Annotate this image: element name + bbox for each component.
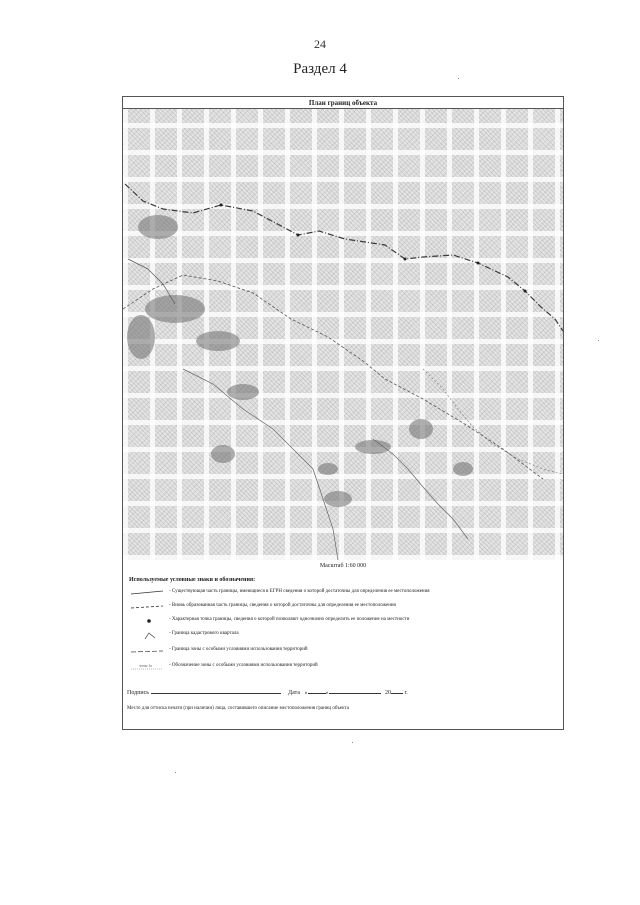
- stamp-note: Место для оттиска печати (при наличии) лица, составившего описание местоположения границ объекта: [127, 706, 349, 711]
- legend-item-text: - Характерная точка границы, сведения о которой позволяют однозначно определить ее положение на местности: [169, 617, 410, 622]
- legend-item-cadastral-quarter: [129, 630, 559, 640]
- plan-title: План границ объекта: [123, 97, 563, 109]
- zone-label: зоны 1к: [139, 663, 153, 668]
- legend-item-text: - Обозначение зоны с особыми условиями использования территорий: [169, 663, 318, 668]
- map-lines: [123, 109, 563, 560]
- year-suffix: г.: [404, 690, 408, 696]
- boundary-map: [123, 109, 563, 560]
- year-blank[interactable]: [391, 687, 403, 694]
- scan-speck: [352, 742, 353, 743]
- terrain-clusters: [127, 215, 473, 507]
- month-blank[interactable]: [329, 687, 381, 694]
- boundary-points: [220, 204, 527, 293]
- plan-sheet: [122, 96, 564, 730]
- date-close-quote: »: [325, 690, 329, 696]
- point-symbol: [129, 616, 165, 626]
- legend-item-zone-label: [129, 662, 559, 672]
- legend-item-text: - Граница кадастрового квартала: [169, 631, 239, 636]
- dash-line-symbol: [129, 602, 165, 612]
- solid-line-symbol: [129, 588, 165, 598]
- year-prefix: 20: [385, 690, 392, 696]
- scan-speck: [598, 340, 599, 341]
- page-number: 24: [314, 37, 326, 51]
- date-label: Дата: [288, 690, 301, 696]
- corner-line-symbol: [129, 630, 165, 640]
- scan-speck: [175, 772, 176, 773]
- signature-label: Подпись: [127, 690, 150, 696]
- date-open-quote: «: [304, 690, 308, 696]
- signature-blank[interactable]: [151, 687, 281, 694]
- legend-item-text: - Существующая часть границы, имеющиеся в ЕГРН сведения о которой достаточны для определения ее местоположения: [169, 589, 430, 594]
- legend-item-text: - Граница зоны с особыми условиями использования территорий: [169, 647, 308, 652]
- legend-item-existing-boundary: [129, 588, 559, 598]
- section-title: Раздел 4: [293, 61, 347, 77]
- legend-title: Используемые условные знаки и обозначения:: [129, 577, 256, 583]
- legend-item-new-boundary: [129, 602, 559, 612]
- legend-item-characteristic-point: [129, 616, 559, 626]
- legend-item-text: - Вновь образованная часть границы, сведения о которой достаточны для определения ее местоположения: [169, 603, 396, 608]
- scan-speck: [458, 78, 459, 79]
- map-scale: Масштаб 1:60 000: [319, 563, 367, 569]
- day-blank[interactable]: [308, 687, 326, 694]
- signature-line: [127, 687, 408, 696]
- long-dash-line-symbol: [129, 646, 165, 656]
- legend-item-special-zone: [129, 646, 559, 656]
